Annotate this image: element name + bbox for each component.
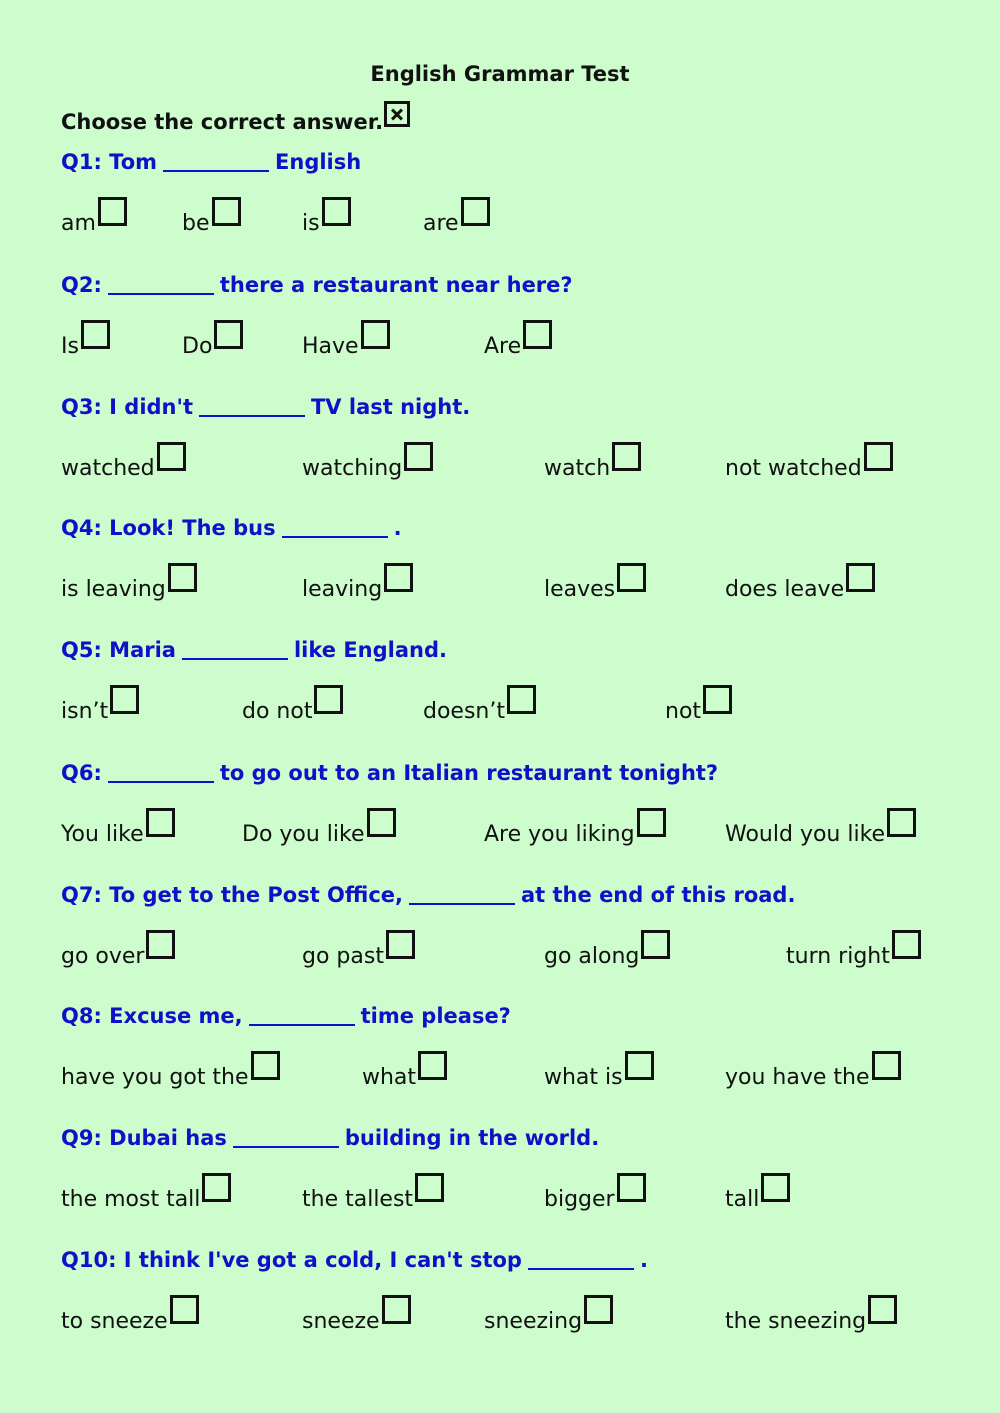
answer-option-label: watching — [302, 456, 403, 481]
answer-checkbox[interactable] — [386, 930, 415, 959]
answer-checkbox[interactable] — [202, 1173, 231, 1202]
answer-option-label: turn right — [786, 944, 890, 969]
answer-option-label: does leave — [725, 577, 845, 602]
checked-box-icon — [384, 101, 410, 127]
answer-option-label: to sneeze — [61, 1309, 168, 1334]
answer-checkbox[interactable] — [214, 320, 243, 349]
answer-option-label: not — [665, 699, 702, 724]
answer-option[interactable] — [786, 930, 921, 969]
answer-option[interactable] — [242, 685, 343, 724]
answer-checkbox[interactable] — [703, 685, 732, 714]
question-1 — [61, 150, 361, 174]
answer-option[interactable] — [302, 1295, 411, 1334]
question-text-after: TV last night. — [310, 395, 471, 419]
answer-blank — [282, 536, 388, 538]
answer-option[interactable] — [61, 1295, 199, 1334]
question-text-after: at the end of this road. — [521, 883, 796, 907]
answer-checkbox[interactable] — [251, 1051, 280, 1080]
answer-option[interactable] — [302, 930, 415, 969]
question-text-after: building in the world. — [344, 1126, 600, 1150]
answer-checkbox[interactable] — [641, 930, 670, 959]
answer-option[interactable] — [302, 1173, 444, 1212]
answer-checkbox[interactable] — [157, 442, 186, 471]
answer-option[interactable] — [544, 1051, 654, 1090]
answer-option-label: watch — [544, 456, 611, 481]
answer-option[interactable] — [61, 685, 139, 724]
answer-option[interactable] — [544, 442, 641, 481]
answer-option[interactable] — [665, 685, 732, 724]
answer-blank — [249, 1024, 355, 1026]
answer-option-label: isn’t — [61, 699, 109, 724]
page-title: English Grammar Test — [370, 62, 630, 86]
answer-blank — [108, 293, 214, 295]
answer-option[interactable] — [242, 808, 396, 847]
question-8 — [61, 1004, 511, 1028]
answer-option-label: Are — [484, 334, 522, 359]
answer-option-label: is — [302, 211, 320, 236]
answer-blank — [409, 903, 515, 905]
answer-option-label: Are you liking — [484, 822, 635, 847]
answer-checkbox[interactable] — [507, 685, 536, 714]
answer-option-label: Do you like — [242, 822, 365, 847]
answer-checkbox[interactable] — [523, 320, 552, 349]
answer-checkbox[interactable] — [322, 197, 351, 226]
question-text-before: Q4: Look! The bus — [61, 516, 276, 540]
answer-option[interactable] — [61, 320, 110, 359]
answer-checkbox[interactable] — [617, 563, 646, 592]
answer-blank — [163, 170, 269, 172]
answer-option[interactable] — [61, 1173, 231, 1212]
answer-blank — [233, 1146, 339, 1148]
answer-checkbox[interactable] — [404, 442, 433, 471]
question-10 — [61, 1248, 648, 1272]
answer-option[interactable] — [725, 1173, 790, 1212]
answer-checkbox[interactable] — [110, 685, 139, 714]
answer-checkbox[interactable] — [864, 442, 893, 471]
answer-blank — [199, 415, 305, 417]
answer-option[interactable] — [484, 1295, 613, 1334]
answer-option-label: bigger — [544, 1187, 615, 1212]
answer-option-label: not watched — [725, 456, 862, 481]
answer-checkbox[interactable] — [212, 197, 241, 226]
answer-checkbox[interactable] — [872, 1051, 901, 1080]
answer-checkbox[interactable] — [584, 1295, 613, 1324]
question-5 — [61, 638, 447, 662]
question-text-before: Q6: — [61, 761, 102, 785]
answer-option-label: is leaving — [61, 577, 166, 602]
question-2 — [61, 273, 573, 297]
answer-option[interactable] — [423, 685, 536, 724]
answer-checkbox[interactable] — [367, 808, 396, 837]
answer-option[interactable] — [484, 320, 552, 359]
answer-option-label: tall — [725, 1187, 760, 1212]
answer-option-label: Is — [61, 334, 79, 359]
answer-option-label: what — [362, 1065, 417, 1090]
question-text-before: Q9: Dubai has — [61, 1126, 227, 1150]
answer-option-label: you have the — [725, 1065, 870, 1090]
question-text-before: Q1: Tom — [61, 150, 158, 174]
question-text-after: like England. — [293, 638, 447, 662]
answer-option-label: have you got the — [61, 1065, 249, 1090]
answer-checkbox[interactable] — [415, 1173, 444, 1202]
answer-checkbox[interactable] — [98, 197, 127, 226]
answer-checkbox[interactable] — [170, 1295, 199, 1324]
answer-checkbox[interactable] — [617, 1173, 646, 1202]
answer-option[interactable] — [725, 808, 916, 847]
answer-option-label: Have — [302, 334, 359, 359]
answer-option[interactable] — [61, 930, 175, 969]
question-text-after: . — [393, 516, 402, 540]
answer-checkbox[interactable] — [314, 685, 343, 714]
answer-option-label: leaving — [302, 577, 383, 602]
answer-option-label: the sneezing — [725, 1309, 867, 1334]
answer-option[interactable] — [302, 563, 413, 602]
question-text-before: Q8: Excuse me, — [61, 1004, 243, 1028]
answer-checkbox[interactable] — [146, 930, 175, 959]
question-9 — [61, 1126, 599, 1150]
answer-option[interactable] — [362, 1051, 447, 1090]
question-text-before: Q5: Maria — [61, 638, 176, 662]
answer-blank — [182, 658, 288, 660]
answer-option-label: go along — [544, 944, 640, 969]
answer-checkbox[interactable] — [637, 808, 666, 837]
answer-option[interactable] — [61, 808, 175, 847]
answer-option[interactable] — [61, 563, 197, 602]
answer-blank — [108, 781, 214, 783]
answer-checkbox[interactable] — [625, 1051, 654, 1080]
answer-option[interactable] — [61, 442, 186, 481]
answer-option[interactable] — [544, 1173, 646, 1212]
answer-checkbox[interactable] — [868, 1295, 897, 1324]
answer-option[interactable] — [725, 563, 875, 602]
answer-checkbox[interactable] — [846, 563, 875, 592]
answer-checkbox[interactable] — [418, 1051, 447, 1080]
question-text-after: . — [639, 1248, 648, 1272]
answer-option[interactable] — [61, 1051, 280, 1090]
answer-option-label: do not — [242, 699, 313, 724]
answer-checkbox[interactable] — [887, 808, 916, 837]
answer-checkbox[interactable] — [361, 320, 390, 349]
answer-option-label: what is — [544, 1065, 623, 1090]
answer-checkbox[interactable] — [384, 563, 413, 592]
answer-option[interactable] — [484, 808, 666, 847]
answer-blank — [528, 1268, 634, 1270]
answer-option[interactable] — [725, 1295, 897, 1334]
answer-checkbox[interactable] — [382, 1295, 411, 1324]
answer-option-label: watched — [61, 456, 155, 481]
answer-option[interactable] — [423, 197, 490, 236]
question-text-after: English — [275, 150, 362, 174]
answer-option-label: sneezing — [484, 1309, 583, 1334]
answer-checkbox[interactable] — [461, 197, 490, 226]
answer-option-label: go over — [61, 944, 145, 969]
answer-option-label: go past — [302, 944, 384, 969]
answer-option-label: Would you like — [725, 822, 886, 847]
question-6 — [61, 761, 718, 785]
question-text-before: Q3: I didn't — [61, 395, 193, 419]
answer-option[interactable] — [182, 320, 243, 359]
answer-checkbox[interactable] — [612, 442, 641, 471]
answer-option[interactable] — [61, 197, 127, 236]
question-text-before: Q7: To get to the Post Office, — [61, 883, 403, 907]
question-text-after: there a restaurant near here? — [219, 273, 573, 297]
answer-option[interactable] — [302, 442, 433, 481]
answer-checkbox[interactable] — [168, 563, 197, 592]
question-text-after: time please? — [360, 1004, 511, 1028]
answer-option-label: are — [423, 211, 459, 236]
answer-option-label: You like — [61, 822, 144, 847]
question-text-before: Q2: — [61, 273, 102, 297]
instruction-text: Choose the correct answer. — [61, 110, 384, 134]
answer-checkbox[interactable] — [892, 930, 921, 959]
answer-option[interactable] — [544, 563, 646, 602]
question-7 — [61, 883, 795, 907]
question-3 — [61, 395, 470, 419]
answer-option-label: the most tall — [61, 1187, 201, 1212]
answer-option-label: Do — [182, 334, 213, 359]
answer-option-label: am — [61, 211, 96, 236]
answer-option[interactable] — [725, 442, 893, 481]
answer-checkbox[interactable] — [146, 808, 175, 837]
answer-option[interactable] — [302, 197, 351, 236]
question-4 — [61, 516, 402, 540]
answer-option-label: sneeze — [302, 1309, 380, 1334]
answer-option-label: doesn’t — [423, 699, 505, 724]
answer-option[interactable] — [182, 197, 241, 236]
answer-option[interactable] — [544, 930, 670, 969]
answer-option[interactable] — [725, 1051, 901, 1090]
answer-option[interactable] — [302, 320, 390, 359]
answer-checkbox[interactable] — [761, 1173, 790, 1202]
answer-option-label: leaves — [544, 577, 616, 602]
question-text-after: to go out to an Italian restaurant tonight? — [219, 761, 719, 785]
answer-checkbox[interactable] — [81, 320, 110, 349]
question-text-before: Q10: I think I've got a cold, I can't stop — [61, 1248, 522, 1272]
answer-option-label: the tallest — [302, 1187, 414, 1212]
answer-option-label: be — [182, 211, 210, 236]
